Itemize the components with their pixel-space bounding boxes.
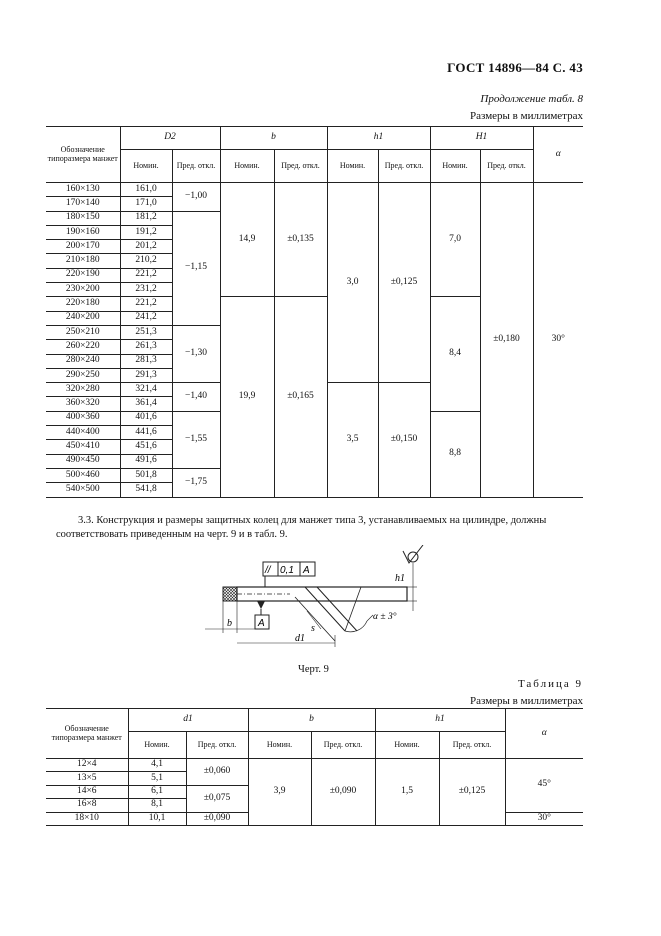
dev-header: Пред. откл. xyxy=(311,732,375,759)
datum-triangle xyxy=(257,601,265,609)
dim-d1 xyxy=(237,633,335,647)
table-row-designation: 12×4 xyxy=(46,759,128,772)
dim-angle xyxy=(367,611,397,622)
dev-header: Пред. откл. xyxy=(439,732,505,759)
dim-b xyxy=(205,601,255,633)
dim-b-label: b xyxy=(227,618,232,629)
table-row-d2-nom: 501,8 xyxy=(120,468,172,482)
tolerance-value: 0,1 xyxy=(280,565,294,576)
table-row-d2-nom: 171,0 xyxy=(120,197,172,211)
t9-b-header: b xyxy=(248,709,375,732)
table-row-d1-nom: 6,1 xyxy=(128,785,186,798)
table-row-designation: 240×200 xyxy=(46,311,120,325)
H1-dev-cell: ±0,180 xyxy=(480,183,533,498)
t9-alpha-header: α xyxy=(505,709,583,759)
d2-dev-cell: −1,55 xyxy=(172,411,220,468)
b-nom-cell: 19,9 xyxy=(220,297,274,497)
table-row-designation: 170×140 xyxy=(46,197,120,211)
table-row-designation: 220×190 xyxy=(46,268,120,282)
nom-header: Номин. xyxy=(220,150,274,183)
table-row-d2-nom: 261,3 xyxy=(120,340,172,354)
units-label-9: Размеры в миллиметрах xyxy=(470,695,583,707)
table-row-designation: 250×210 xyxy=(46,325,120,339)
d2-dev-cell: −1,15 xyxy=(172,211,220,325)
table-row-designation: 160×130 xyxy=(46,183,120,197)
nom-header: Номин. xyxy=(120,150,172,183)
nom-header: Номин. xyxy=(248,732,311,759)
t9-h1-nom-cell: 1,5 xyxy=(375,759,439,826)
table-row-d1-nom: 5,1 xyxy=(128,772,186,785)
table-row-d2-nom: 221,2 xyxy=(120,297,172,311)
units-label: Размеры в миллиметрах xyxy=(470,110,583,122)
table-row-d2-nom: 251,3 xyxy=(120,325,172,339)
h1-nom-cell: 3,5 xyxy=(327,383,378,497)
dim-s xyxy=(307,611,321,634)
table-row-d2-nom: 221,2 xyxy=(120,268,172,282)
t9-designation-header: Обозначение типоразмера манжет xyxy=(46,709,128,759)
d2-dev-cell: −1,75 xyxy=(172,468,220,497)
table-row-d2-nom: 231,2 xyxy=(120,283,172,297)
table-row-designation: 360×320 xyxy=(46,397,120,411)
datum-box xyxy=(255,609,269,629)
dev-header: Пред. откл. xyxy=(480,150,533,183)
dev-header: Пред. откл. xyxy=(378,150,430,183)
chamfer-lines xyxy=(295,587,367,641)
tolerance-datum: A xyxy=(303,565,310,576)
h1-dev-cell: ±0,150 xyxy=(378,383,430,497)
table-row-d2-nom: 541,8 xyxy=(120,483,172,497)
col-b-header: b xyxy=(220,127,327,150)
table-row-designation: 440×400 xyxy=(46,426,120,440)
table-row-designation: 400×360 xyxy=(46,411,120,425)
table-row-d1-nom: 4,1 xyxy=(128,759,186,772)
table-row-designation: 190×160 xyxy=(46,225,120,239)
table-9 xyxy=(46,708,583,826)
d1-dev-cell: ±0,075 xyxy=(186,785,248,812)
tolerance-frame xyxy=(263,562,315,587)
table-row-d2-nom: 210,2 xyxy=(120,254,172,268)
table-row-designation: 13×5 xyxy=(46,772,128,785)
dim-angle-label: α ± 3° xyxy=(373,612,397,622)
dim-h1-label: h1 xyxy=(395,573,405,584)
dev-header: Пред. откл. xyxy=(172,150,220,183)
b-nom-cell: 14,9 xyxy=(220,183,274,297)
table-row-designation: 290×250 xyxy=(46,368,120,382)
table-row-d2-nom: 191,2 xyxy=(120,225,172,239)
table-row-d2-nom: 321,4 xyxy=(120,383,172,397)
table-row-designation: 260×220 xyxy=(46,340,120,354)
dev-header: Пред. откл. xyxy=(186,732,248,759)
d1-dev-cell: ±0,060 xyxy=(186,759,248,786)
roughness-mark xyxy=(403,545,423,563)
table-row-d2-nom: 201,2 xyxy=(120,240,172,254)
col-designation-header: Обозначение типоразмера манжет xyxy=(46,127,120,183)
t9-alpha-cell: 45° xyxy=(505,759,583,813)
table-row-d2-nom: 361,4 xyxy=(120,397,172,411)
table-continuation-label: Продолжение табл. 8 xyxy=(480,93,583,105)
nom-header: Номин. xyxy=(128,732,186,759)
table-row-d2-nom: 491,6 xyxy=(120,454,172,468)
h1-nom-cell: 3,0 xyxy=(327,183,378,383)
table-row-d2-nom: 291,3 xyxy=(120,368,172,382)
d2-dev-cell: −1,40 xyxy=(172,383,220,412)
nom-header: Номин. xyxy=(430,150,480,183)
table-row-d2-nom: 241,2 xyxy=(120,311,172,325)
table-row-designation: 540×500 xyxy=(46,483,120,497)
t9-b-nom-cell: 3,9 xyxy=(248,759,311,826)
col-h1-header: h1 xyxy=(327,127,430,150)
table-row-d2-nom: 401,6 xyxy=(120,411,172,425)
table-row-designation: 14×6 xyxy=(46,785,128,798)
alpha-cell: 30° xyxy=(533,183,583,498)
table-row-designation: 220×180 xyxy=(46,297,120,311)
t9-h1-header: h1 xyxy=(375,709,505,732)
table-row-designation: 320×280 xyxy=(46,383,120,397)
page-header: ГОСТ 14896—84 С. 43 xyxy=(447,60,583,75)
dim-d1-label: d1 xyxy=(295,633,305,644)
tolerance-symbol: // xyxy=(265,565,271,576)
b-dev-cell: ±0,135 xyxy=(274,183,327,297)
table-row-designation: 200×170 xyxy=(46,240,120,254)
t9-b-dev-cell: ±0,090 xyxy=(311,759,375,826)
datum-label: A xyxy=(258,618,265,629)
ring-section xyxy=(223,587,407,601)
table-row-designation: 500×460 xyxy=(46,468,120,482)
table-row-d2-nom: 181,2 xyxy=(120,211,172,225)
table-8 xyxy=(46,126,583,498)
table-row-d2-nom: 451,6 xyxy=(120,440,172,454)
table-row-d1-nom: 8,1 xyxy=(128,799,186,812)
t9-h1-dev-cell: ±0,125 xyxy=(439,759,505,826)
table-row-designation: 18×10 xyxy=(46,812,128,825)
table-row-designation: 490×450 xyxy=(46,454,120,468)
t9-d1-header: d1 xyxy=(128,709,248,732)
table-row-designation: 210×180 xyxy=(46,254,120,268)
t9-alpha-cell: 30° xyxy=(505,812,583,825)
drawing-caption: Черт. 9 xyxy=(298,664,329,675)
table-row-designation: 16×8 xyxy=(46,799,128,812)
drawing-9 xyxy=(195,545,440,660)
table-row-designation: 450×410 xyxy=(46,440,120,454)
col-d2-header: D2 xyxy=(120,127,220,150)
d1-dev-cell: ±0,090 xyxy=(186,812,248,825)
table-row-designation: 230×200 xyxy=(46,283,120,297)
table-row-d2-nom: 441,6 xyxy=(120,426,172,440)
table-row-designation: 180×150 xyxy=(46,211,120,225)
table-row-d2-nom: 161,0 xyxy=(120,183,172,197)
H1-nom-cell: 7,0 xyxy=(430,183,480,297)
col-alpha-header: α xyxy=(533,127,583,183)
table-row-designation: 280×240 xyxy=(46,354,120,368)
table-9-label: Таблица 9 xyxy=(517,678,583,690)
h1-dev-cell: ±0,125 xyxy=(378,183,430,383)
H1-nom-cell: 8,8 xyxy=(430,411,480,497)
d2-dev-cell: −1,00 xyxy=(172,183,220,212)
dev-header: Пред. откл. xyxy=(274,150,327,183)
paragraph-3-3: 3.3. Конструкция и размеры защитных колец для манжет типа 3, устанавливаемых на цилиндре, должны соответствовать приведенным на черт. 9 и в табл. 9. xyxy=(56,515,547,541)
b-dev-cell: ±0,165 xyxy=(274,297,327,497)
table-row-d1-nom: 10,1 xyxy=(128,812,186,825)
col-H1-header: H1 xyxy=(430,127,533,150)
nom-header: Номин. xyxy=(327,150,378,183)
dim-s-label: s xyxy=(311,623,315,634)
H1-nom-cell: 8,4 xyxy=(430,297,480,411)
nom-header: Номин. xyxy=(375,732,439,759)
table-row-d2-nom: 281,3 xyxy=(120,354,172,368)
d2-dev-cell: −1,30 xyxy=(172,325,220,382)
